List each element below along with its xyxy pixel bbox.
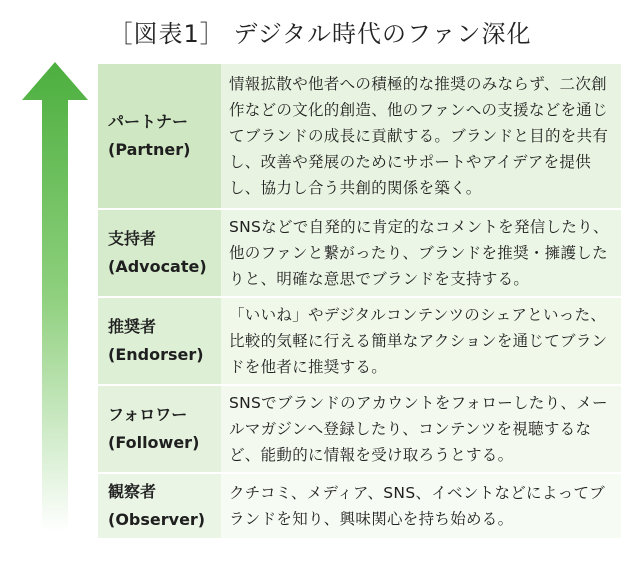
level-name-en: (Endorser): [108, 345, 204, 364]
table-row: [98, 386, 621, 474]
level-description: [221, 474, 621, 538]
description-text: クチコミ、メディア、SNS、イベントなどによってブランドを知り、興味関心を持ち始める。: [229, 484, 606, 528]
description-text: 情報拡散や他者への積極的な推奨のみならず、二次創作などの文化的創造、他のファンへの支援などを通じてブランドの成長に貢献する。ブランドと目的を共有し、改善や発展のためにサポートやアイデアを提供し、協力し合う共創的関係を築く。: [229, 75, 609, 197]
table-row: [98, 210, 621, 298]
description-text: SNSでブランドのアカウントをフォローしたり、メールマガジンへ登録したり、コンテンツを視聴するなど、能動的に情報を受け取ろうとする。: [229, 394, 608, 464]
level-description: [221, 386, 621, 472]
level-cell: [98, 210, 221, 296]
table-row: [98, 64, 621, 210]
level-name: フォロワー: [108, 405, 188, 424]
level-cell: [98, 474, 221, 538]
level-description: [221, 210, 621, 296]
level-description: [221, 64, 621, 208]
level-name: 支持者: [108, 229, 157, 248]
level-name-en: (Observer): [108, 510, 206, 529]
table-row: [98, 298, 621, 386]
level-name: 推奨者: [108, 317, 157, 336]
level-description: [221, 298, 621, 384]
description-text: 「いいね」やデジタルコンテンツのシェアといった、比較的気軽に行える簡単なアクションを通じてブランドを他者に推奨する。: [229, 306, 608, 376]
level-cell: [98, 64, 221, 208]
level-name-en: (Partner): [108, 140, 191, 159]
table-row: [98, 474, 621, 540]
arrow-up-icon: [22, 62, 88, 532]
level-cell: [98, 298, 221, 384]
level-cell: [98, 386, 221, 472]
fan-level-table: [98, 62, 621, 540]
figure-title: ［図表1］ デジタル時代のファン深化: [108, 20, 532, 48]
description-text: SNSなどで自発的に肯定的なコメントを発信したり、他のファンと繋がったり、ブランドを推奨・擁護したりと、明確な意思でブランドを支持する。: [229, 218, 609, 288]
level-name-en: (Follower): [108, 433, 200, 452]
level-name: パートナー: [108, 112, 189, 131]
level-name-en: (Advocate): [108, 257, 207, 276]
level-name: 観察者: [108, 482, 157, 501]
